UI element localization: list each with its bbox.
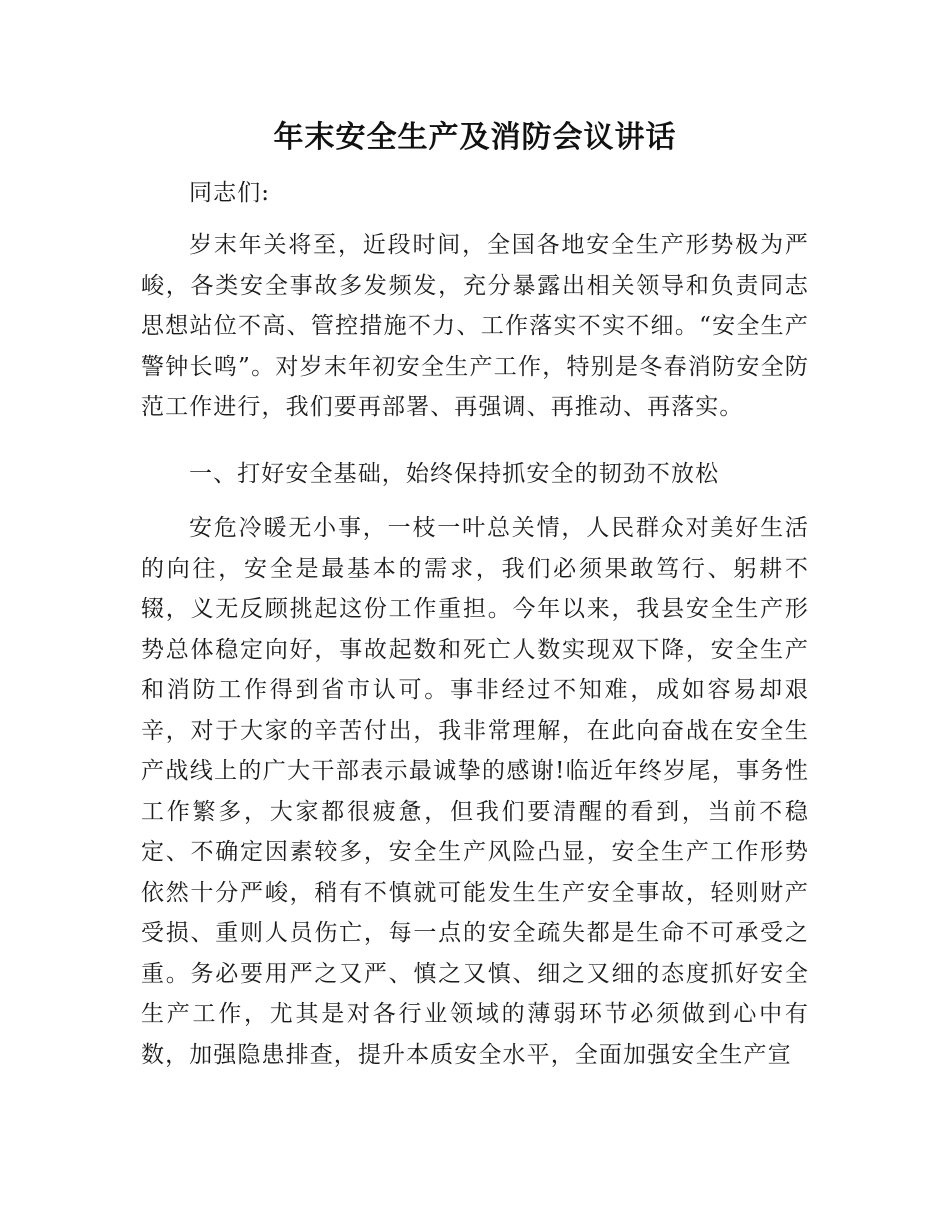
section-heading-1: 一、打好安全基础，始终保持抓安全的韧劲不放松 <box>189 461 720 487</box>
salutation: 同志们: <box>189 180 271 206</box>
document-title: 年末安全生产及消防会议讲话 <box>273 120 677 155</box>
paragraph-intro: 岁末年关将至，近段时间，全国各地安全生产形势极为严峻，各类安全事故多发频发，充分暴露出相关领导和负责同志思想站位不高、管控措施不力、工作落实不实不细。“安全生产警钟长鸣”。对岁末年初安全生产工作，特别是冬春消防安全防范工作进行，我们要再部署、再强调、再推动、再落实。 <box>141 232 809 420</box>
paragraph-section-1: 安危冷暖无小事，一枝一叶总关情，人民群众对美好生活的向往，安全是最基本的需求，我们必须果敢笃行、躬耕不辍，义无反顾挑起这份工作重担。今年以来，我县安全生产形势总体稳定向好，事故起数和死亡人数实现双下降，安全生产和消防工作得到省市认可。事非经过不知难，成如容易却艰辛，对于大家的辛苦付出，我非常理解，在此向奋战在安全生产战线上的广大干部表示最诚挚的感谢!临近年终岁尾，事务性工作繁多，大家都很疲惫，但我们要清醒的看到，当前不稳定、不确定因素较多，安全生产风险凸显，安全生产工作形势依然十分严峻，稍有不慎就可能发生生产安全事故，轻则财产受损、重则人员伤亡，每一点的安全疏失都是生命不可承受之重。务必要用严之又严、慎之又慎、细之又细的态度抓好安全生产工作，尤其是对各行业领域的薄弱环节必须做到心中有数，加强隐患排查，提升本质安全水平，全面加强安全生产宣 <box>141 515 809 1068</box>
